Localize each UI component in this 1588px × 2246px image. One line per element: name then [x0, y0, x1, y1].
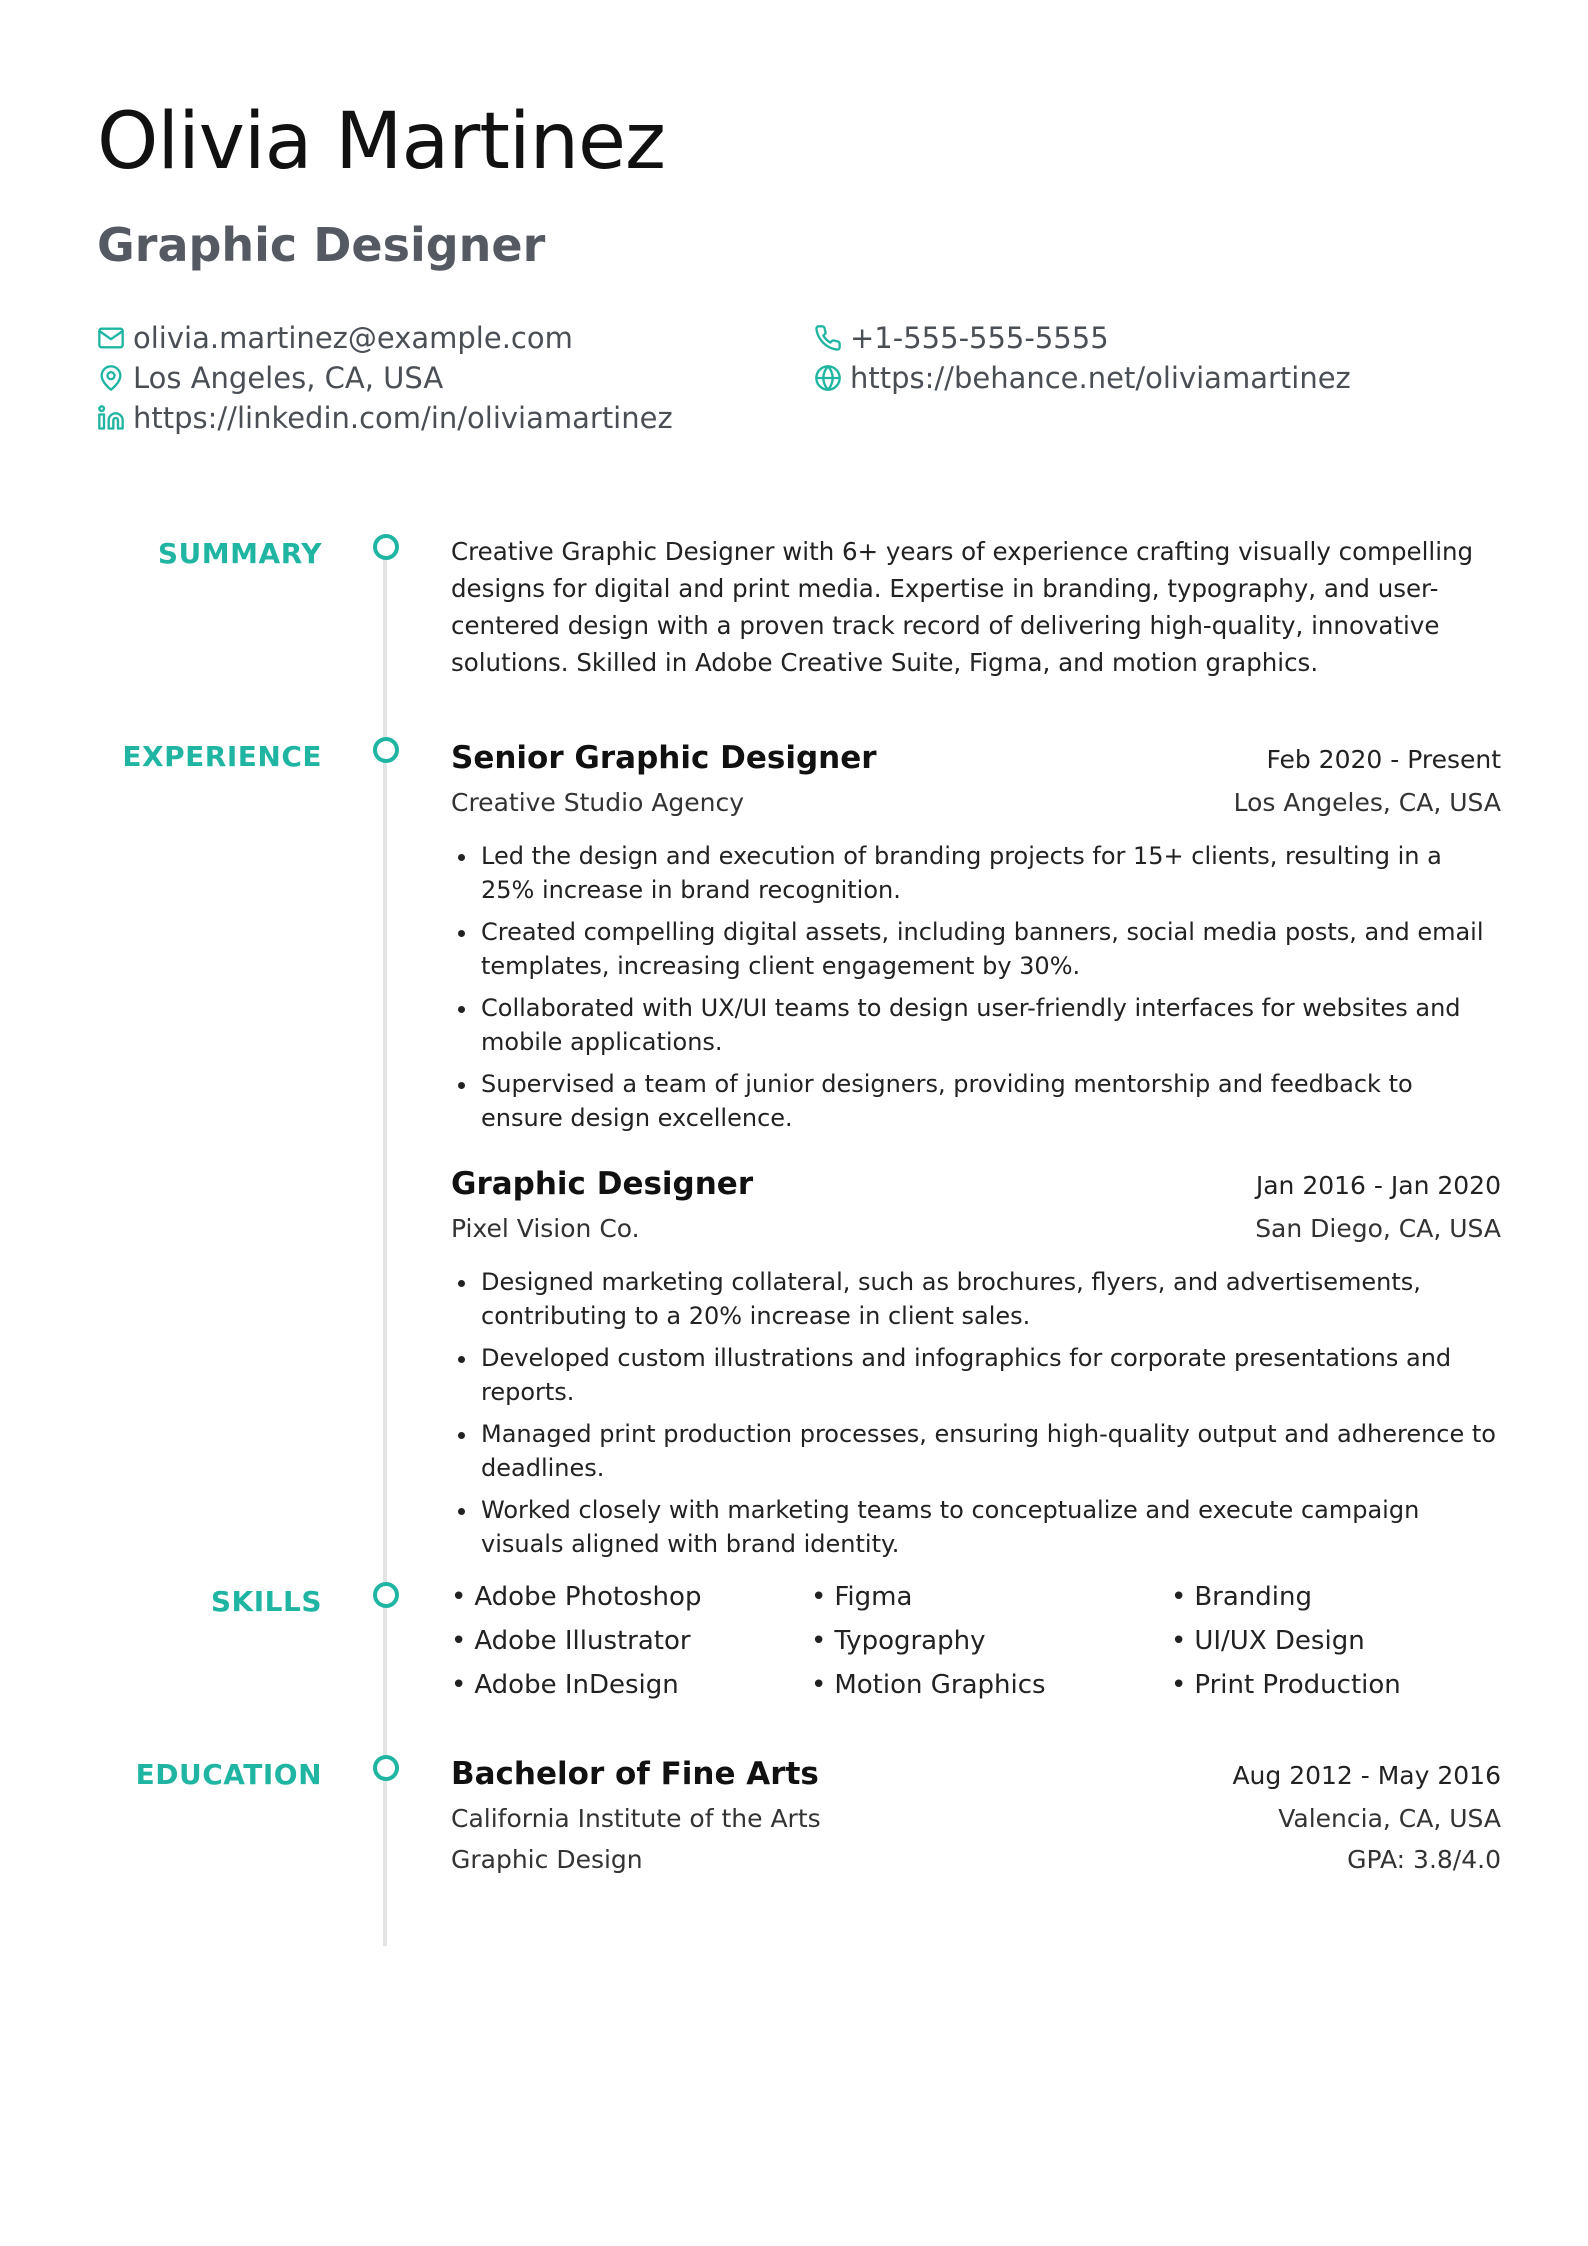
contact-linkedin[interactable] — [97, 398, 673, 438]
globe-icon — [814, 364, 842, 392]
summary-section — [451, 533, 1501, 681]
section-label-summary: SUMMARY — [157, 537, 322, 570]
location-text: Los Angeles, CA, USA — [133, 361, 444, 395]
summary-text: Creative Graphic Designer with 6+ years of experience crafting visually compelling designs for digital and print media. Expertise in branding, typography, and user-centered design with a proven track record of delivering high-quality, innovative solutions. Skilled in Adobe Creative Suite, Figma, and motion graphics. — [451, 537, 1474, 677]
list-item: • Supervised a team of junior designers, providing mentorship and feedback to ensure design excellence. — [479, 1067, 1501, 1135]
skill-item: • Adobe InDesign — [451, 1670, 811, 1706]
education-dates: Aug 2012 - May 2016 — [1232, 1761, 1501, 1790]
list-item: • Collaborated with UX/UI teams to design user-friendly interfaces for websites and mobile applications. — [479, 991, 1501, 1059]
skill-item: • Motion Graphics — [811, 1670, 1171, 1706]
school-location: Valencia, CA, USA — [1278, 1804, 1501, 1833]
gpa: GPA: 3.8/4.0 — [1347, 1845, 1501, 1874]
skill-item: • Adobe Photoshop — [451, 1582, 811, 1618]
contact-column-right — [814, 318, 1351, 398]
skills-section — [451, 1582, 1501, 1706]
skill-item: • Print Production — [1171, 1670, 1501, 1706]
job-bullets — [451, 1265, 1501, 1561]
website-text[interactable]: https://behance.net/oliviamartinez — [850, 361, 1351, 395]
timeline-dot-summary — [373, 534, 399, 560]
contact-website[interactable] — [814, 358, 1351, 398]
section-label-experience: EXPERIENCE — [122, 740, 322, 773]
contact-location — [97, 358, 673, 398]
mail-icon — [97, 324, 125, 352]
contact-column-left — [97, 318, 673, 438]
list-item: • Developed custom illustrations and infographics for corporate presentations and reports. — [479, 1341, 1501, 1409]
skill-item: • Adobe Illustrator — [451, 1626, 811, 1662]
map-pin-icon — [97, 364, 125, 392]
phone-icon — [814, 324, 842, 352]
contact-phone[interactable] — [814, 318, 1351, 358]
timeline-dot-education — [373, 1755, 399, 1781]
job-bullets — [451, 839, 1501, 1135]
skill-item: • Branding — [1171, 1582, 1501, 1618]
education-section — [451, 1756, 1501, 1874]
job-title: Graphic Designer — [451, 1166, 754, 1202]
degree-title: Bachelor of Fine Arts — [451, 1756, 819, 1792]
job-title: Senior Graphic Designer — [451, 740, 877, 776]
school-name: California Institute of the Arts — [451, 1804, 821, 1833]
phone-text[interactable]: +1-555-555-5555 — [850, 321, 1109, 355]
contact-email[interactable] — [97, 318, 673, 358]
skill-item: • Typography — [811, 1626, 1171, 1662]
skill-item: • Figma — [811, 1582, 1171, 1618]
job-location: Los Angeles, CA, USA — [1233, 788, 1501, 817]
list-item: • Worked closely with marketing teams to conceptualize and execute campaign visuals aligned with brand identity. — [479, 1493, 1501, 1561]
candidate-name: Olivia Martinez — [97, 97, 665, 187]
experience-job-1 — [451, 740, 1501, 1143]
email-text[interactable]: olivia.martinez@example.com — [133, 321, 573, 355]
job-location: San Diego, CA, USA — [1255, 1214, 1501, 1243]
field-of-study: Graphic Design — [451, 1845, 643, 1874]
timeline-dot-experience — [373, 737, 399, 763]
job-company: Creative Studio Agency — [451, 788, 745, 817]
job-title-headline: Graphic Designer — [97, 218, 546, 272]
skill-item: • UI/UX Design — [1171, 1626, 1501, 1662]
list-item: • Led the design and execution of branding projects for 15+ clients, resulting in a 25% increase in brand recognition. — [479, 839, 1501, 907]
job-company: Pixel Vision Co. — [451, 1214, 640, 1243]
job-dates: Jan 2016 - Jan 2020 — [1255, 1171, 1501, 1200]
experience-job-2 — [451, 1166, 1501, 1569]
list-item: • Created compelling digital assets, including banners, social media posts, and email templates, increasing client engagement by 30%. — [479, 915, 1501, 983]
list-item: • Designed marketing collateral, such as brochures, flyers, and advertisements, contributing to a 20% increase in client sales. — [479, 1265, 1501, 1333]
linkedin-icon — [97, 404, 125, 432]
timeline-dot-skills — [373, 1582, 399, 1608]
section-label-skills: SKILLS — [210, 1585, 322, 1618]
list-item: • Managed print production processes, ensuring high-quality output and adherence to deadlines. — [479, 1417, 1501, 1485]
linkedin-text[interactable]: https://linkedin.com/in/oliviamartinez — [133, 401, 673, 435]
job-dates: Feb 2020 - Present — [1266, 745, 1501, 774]
section-label-education: EDUCATION — [135, 1758, 322, 1791]
